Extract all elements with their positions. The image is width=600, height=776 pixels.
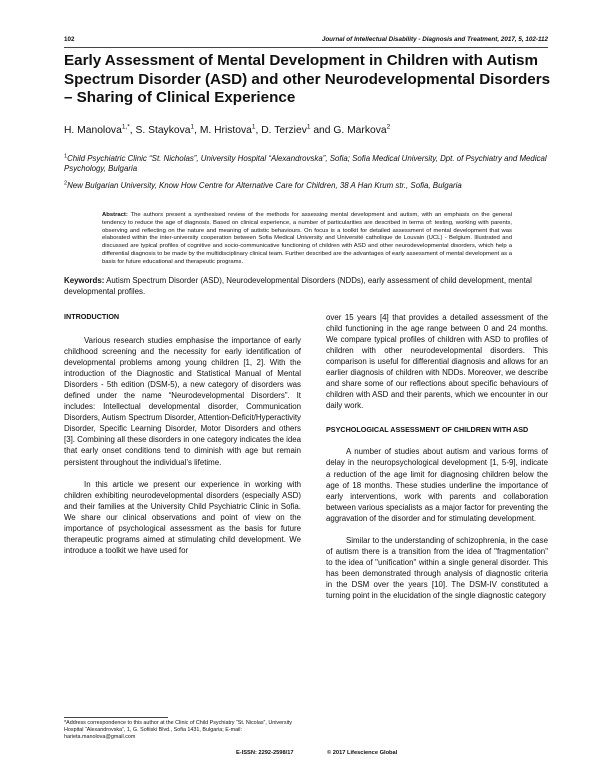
keywords-text: Autism Spectrum Disorder (ASD), Neurodevelopmental Disorders (NDDs), early assessment of child development, mental developmental profiles. bbox=[64, 276, 532, 296]
affiliation: $^1$Child Psychiatric Clinic “St. Nicholas”, University Hospital “Alexandrovska”, Sofia; Sofia Medical University, Dpt. of Psychiatry and Medical Psychology, Bulgaria bbox=[64, 153, 547, 174]
author: D. Terziev$^1$ bbox=[261, 123, 311, 136]
footnote-rule bbox=[64, 717, 168, 718]
keywords-label: Keywords: bbox=[64, 276, 105, 285]
author-list: H. Manolova$^{1,*}$, S. Staykova$^1$, M. Hristova$^1$, D. Terziev$^1$ and G. Markova$^2$ bbox=[64, 123, 391, 136]
author: H. Manolova$^{1,*}$ bbox=[64, 123, 130, 136]
author: S. Staykova$^1$ bbox=[135, 123, 195, 136]
publisher: © 2017 Lifescience Global bbox=[327, 750, 398, 756]
journal-citation: Journal of Intellectual Disability - Diagnosis and Treatment, 2017, 5, 102-112 bbox=[321, 36, 548, 43]
paragraph: Similar to the understanding of schizophrenia, in the case of autism there is a transition from the idea of "fragmentation" to the idea of "unification" within a single general disorder. This has been demonstrated through analysis of diagnostic criteria in the DSM over the years [10]. The DSM-IV constituted a turning point in the elucidation of the single diagnostic category bbox=[326, 535, 548, 600]
paragraph: A number of studies about autism and various forms of delay in the neuropsychological development [1, 5-9], indicate a reduction of the age limit for diagnosing children below the age of 18 months. These studies underline the importance of early interventions, work with parents and collaboration between various specialists as a major factor for preventing the aggravation of the disorder and for stimulating development. bbox=[326, 447, 548, 523]
correspondence-footnote: *Address correspondence to this author at the Clinic of Child Psychiatry “St. Nicolas”, University Hospital “Alexandrovska”, 1, G. Sofiiski Blvd., Sofia 1431, Bulgaria; E-mail: harieta.manolova@gmail.com bbox=[64, 720, 292, 741]
header-rule bbox=[64, 47, 548, 48]
affiliations bbox=[64, 154, 548, 197]
right-column bbox=[326, 312, 548, 601]
abstract-label: Abstract: bbox=[102, 212, 128, 218]
section-heading-introduction: INTRODUCTION bbox=[64, 312, 120, 321]
article-title: Early Assessment of Mental Development in Children with Autism Spectrum Disorder (ASD) and other Neurodevelopmental Disorders – Sharing of Clinical Experience bbox=[64, 52, 551, 106]
abstract-text: The authors present a synthesised review of the methods for assessing mental development and autism, with an emphasis on the general tendency to reduce the age of diagnosis. Based on clinical experience, a number of particularities are described in terms of: testing, working with parents, observing and reflecting on the nature and meaning of autistic behaviours. On focus is a toolkit for detailed assessment of mental development that was elaborated within the inter-university cooperation between Sofia Medical University and Université catholique de Louvain (UCL) - Belgium. Illustrated and discussed are typical profiles of cognitive and socio-communicative functioning of children with ASD and other neurodevelopmental disorders, which help a differential diagnosis to be made by the multidisciplinary clinical team. Further described are the advantages of early assessment of mental development as a basis for future educational and therapeutic programs. bbox=[102, 212, 513, 265]
affiliation: $^2$New Bulgarian University, Know How Centre for Alternative Care for Children, 38 A Han Krum str., Sofia, Bulgaria bbox=[64, 180, 462, 190]
abstract bbox=[102, 212, 512, 266]
page-number: 102 bbox=[64, 36, 75, 43]
author: M. Hristova$^1$ bbox=[199, 123, 256, 136]
paragraph: In this article we present our experience in working with children exhibiting neurodevelopmental disorders (especially ASD) and their families at the University Child Psychiatric Clinic in Sofia. We share our clinical observations and point of view on the importance of psychological assessment as the basis for future therapeutic programs aimed at stimulating child development. We introduce a toolkit we have used for bbox=[64, 479, 301, 555]
paragraph: Various research studies emphasise the importance of early childhood screening and the necessity for early identification of developmental problems among young children [1, 2]. With the introduction of the Diagnostic and Statistical Manual of Mental Disorders - 5th edition (DSM-5), a new category of disorders was defined under the name “Neurodevelopmental Disorders”. It includes: Intellectual developmental disorder, Communication Disorders, Autism Spectrum Disorder, Attention-Deficit/Hyperactivity Disorder, Specific Learning Disorder, Motor Disorders and others [3]. Combining all these disorders in one category indicates the idea that early onset conditions tend to diminish with age but remain persistent throughout the individual’s lifetime. bbox=[64, 336, 301, 467]
section-heading-psychological-assessment: PSYCHOLOGICAL ASSESSMENT OF CHILDREN WITH ASD bbox=[326, 425, 529, 435]
keywords bbox=[64, 276, 548, 298]
left-column bbox=[64, 312, 301, 556]
author: G. Markova$^2$ bbox=[333, 123, 391, 136]
paragraph-continuation: over 15 years [4] that provides a detailed assessment of the child functioning in the age range between 0 and 24 months. We compare typical profiles of children with ASD to profiles of children with other neurodevelopmental disorders. This comparison is useful for differential diagnosis and allows for an earlier diagnosis of children with NDDs. Moreover, we describe and share some of our reflections about specific behaviours of children with ASD and their parents, which we encounter in our daily work. bbox=[326, 313, 548, 411]
issn: E-ISSN: 2292-2598/17 bbox=[236, 750, 294, 756]
running-header bbox=[64, 36, 548, 43]
